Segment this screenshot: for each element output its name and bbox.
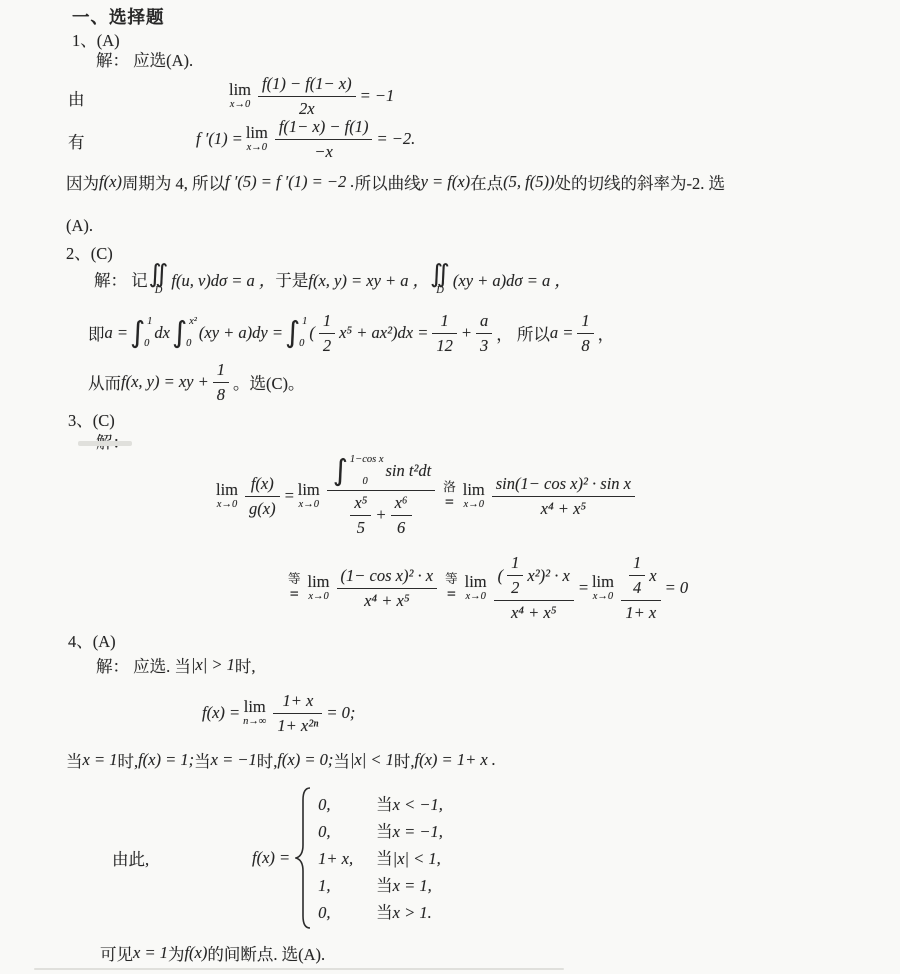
q4-piecewise (252, 786, 443, 930)
lhopital-character: 洛 (443, 480, 456, 495)
limit-operator (464, 571, 487, 603)
limit-word: lim (216, 479, 239, 499)
q4-final-math: x = 1 (133, 943, 168, 962)
limit-word: lim (464, 571, 487, 591)
q2-line2-math: x⁵ + ax²)dx = (339, 323, 429, 342)
q4-solve-math: |x| > 1 (190, 655, 235, 674)
fraction (432, 311, 457, 356)
upper-bound: x² (189, 315, 197, 327)
double-integral (149, 261, 169, 297)
piece-condition-text: 当 (376, 875, 393, 895)
q4-conclusion (100, 941, 325, 965)
limit-operator (307, 571, 330, 603)
plus-sign: + (460, 323, 473, 342)
upper-bound: 1 (147, 315, 153, 327)
integral (130, 314, 153, 350)
q4-solve-text: 时, (234, 657, 256, 676)
fraction (319, 311, 335, 356)
fraction (577, 311, 593, 356)
q2-line-2 (88, 308, 614, 358)
piece-condition-text: 当 (376, 794, 393, 814)
limit-operator (591, 571, 614, 603)
lower-bound: 0 (362, 476, 368, 488)
lhopital-equals (443, 481, 456, 511)
piece-value: 0, (318, 821, 331, 841)
piecewise-row (318, 899, 443, 926)
limit-operator (245, 122, 268, 154)
piecewise-rows (318, 791, 443, 926)
q4-cases-math: f(x) = 0; (277, 750, 334, 769)
big-fraction (327, 452, 435, 538)
q1-formula-2 (196, 115, 415, 163)
numerator: (1− cos x)² · x (337, 566, 438, 589)
q3-label: 3、(C) (68, 411, 115, 430)
piece-condition-math: x = −1, (392, 821, 443, 841)
integrand: sin t²dt (385, 461, 432, 481)
q4-final-text: 为 (167, 945, 185, 964)
piecewise-row (318, 872, 443, 899)
q1-paragraph-text: 所以曲线 (354, 174, 421, 193)
fraction (492, 474, 635, 519)
equals-sign: = (283, 486, 295, 505)
denominator: 8 (216, 384, 226, 404)
formula-lhs: f ′(1) = (196, 129, 243, 148)
fraction (245, 474, 280, 519)
q2-line1-math: f(x, y) = xy + a ， (308, 271, 430, 290)
variable-x: x (649, 565, 657, 585)
integral-bounds (145, 317, 152, 350)
q2-label: 2、(C) (66, 244, 113, 263)
upper-bound: 1 (302, 315, 308, 327)
limit-subscript: x→0 (246, 142, 268, 153)
integral-symbol: ∫ (171, 314, 188, 349)
limit-word: lim (591, 571, 614, 591)
piece-value: 0, (318, 794, 331, 814)
piece-condition-text: 当 (376, 902, 393, 922)
integral-symbol: ∫ (332, 452, 348, 487)
equivalent-equals (288, 573, 301, 603)
q1-label: 1、(A) (72, 31, 120, 50)
denominator: 3 (480, 335, 489, 355)
section-heading: 一、选择题 (72, 7, 165, 27)
q2-line-3 (88, 358, 305, 406)
q4-cases-text: 时, (256, 752, 278, 771)
denominator: 5 (356, 517, 366, 537)
equivalent-equals (445, 573, 458, 603)
fraction (621, 553, 661, 622)
fraction (337, 566, 438, 611)
q3-formula-1 (213, 446, 639, 546)
fraction (494, 553, 574, 622)
limit-word: lim (297, 479, 320, 499)
open-paren: ( (497, 565, 504, 585)
q2-line-1 (94, 256, 571, 302)
q4-solve-text: 解： 应选. 当 (96, 657, 191, 676)
q2-line1-math: f(u, v)dσ = a ， (171, 271, 276, 290)
q2-line3-text: 。选(C)。 (233, 374, 305, 393)
equals-sign: = (446, 585, 456, 603)
equals-sign: = (444, 493, 455, 511)
limit-word: lim (307, 571, 330, 591)
piece-value: 0, (318, 902, 331, 922)
numerator: 1 (319, 311, 335, 334)
denominator: 6 (396, 517, 406, 537)
q2-line2-math: a = (549, 323, 574, 342)
numerator (327, 452, 435, 491)
q2-line2-text: ， (597, 325, 615, 344)
denominator: x⁴ + x⁵ (540, 498, 587, 518)
q4-cases-math: |x| < 1 (349, 750, 394, 769)
numerator: x⁶ (391, 493, 412, 516)
q2-line2-text: ， 所以 (496, 325, 550, 344)
upper-bound: 1−cos x (349, 453, 384, 465)
piece-value: 1, (318, 875, 331, 895)
integral-bounds (187, 317, 197, 350)
fraction (350, 493, 371, 538)
piecewise-row (318, 818, 443, 845)
q3-formula-2 (284, 548, 688, 628)
integral-bounds (300, 317, 307, 350)
page-edge-line (34, 968, 564, 970)
numerator: f(1− x) − f(1) (275, 117, 373, 140)
q1-lead-you: 由 (68, 90, 85, 109)
q2-line2-math: (xy + a)dy = (198, 323, 283, 342)
fraction (273, 691, 322, 736)
q1-paragraph-math: f(x) (99, 172, 122, 191)
lower-bound: 0 (144, 338, 150, 349)
q1-paragraph-math: (5, f(5)) (503, 172, 555, 191)
fraction (258, 74, 356, 119)
integral (171, 314, 197, 350)
q1-solution-intro: 解： 应选(A). (96, 51, 194, 70)
q2-line2-text: 即 (88, 325, 105, 344)
numerator: x⁵ (350, 493, 371, 516)
q2-line1-text: 解： 记 (94, 271, 148, 290)
fraction (391, 493, 412, 538)
q4-cases-text: 当 (66, 752, 83, 771)
limit-subscript: x→0 (216, 499, 238, 510)
limit-operator (297, 479, 320, 511)
denominator: 2 (511, 578, 520, 598)
q4-label: 4、(A) (68, 632, 116, 651)
limit-word: lim (462, 479, 485, 499)
piecewise-row (318, 791, 443, 818)
numerator (621, 553, 661, 601)
formula-rhs: = 0 (664, 578, 689, 597)
double-integral-symbol: ∬ (430, 259, 450, 289)
q1-paragraph-math: y = f(x) (420, 172, 471, 191)
q4-final-text: 的间断点. 选(A). (207, 945, 326, 964)
integral-domain: D (154, 285, 163, 297)
q4-cases-math: f(x) = 1+ x . (414, 750, 496, 769)
numerator: 1 (213, 360, 229, 383)
fraction (507, 553, 523, 598)
limit-subscript: x→0 (298, 499, 319, 510)
q2-line2-math: dx (154, 323, 170, 342)
integral-bounds (348, 455, 384, 488)
denominator: 4 (632, 578, 642, 598)
q4-cases-text: 时, (393, 752, 415, 771)
equivalent-character: 等 (288, 572, 301, 587)
q4-cases-math: f(x) = 1; (138, 750, 195, 769)
denominator: g(x) (249, 498, 276, 518)
q4-cases-math: x = −1 (210, 750, 257, 769)
double-integral (430, 261, 450, 297)
q4-solution-intro (96, 653, 256, 677)
numerator (494, 553, 574, 601)
scan-smudge (78, 441, 132, 446)
q2-line3-text: 从而 (88, 374, 121, 393)
piece-condition-math: |x| < 1, (392, 848, 441, 868)
denominator: x⁴ + x⁵ (510, 602, 557, 622)
lower-bound: 0 (299, 338, 305, 349)
q1-paragraph-text: 周期为 4, 所以 (121, 174, 226, 193)
q4-cases-math: x = 1 (82, 750, 118, 769)
denominator: 2 (322, 335, 332, 355)
q1-formula-1 (226, 72, 394, 120)
limit-operator (216, 479, 239, 511)
limit-subscript: x→0 (465, 591, 486, 602)
integral-symbol: ∫ (130, 314, 146, 349)
q2-line3-math: f(x, y) = xy + (121, 372, 209, 391)
fraction (629, 553, 645, 598)
q2-line1-math: (xy + a)dσ = a ， (452, 271, 571, 290)
integral-domain: D (436, 285, 444, 297)
numerator: 1 (507, 553, 523, 576)
integral (332, 452, 384, 488)
piece-condition-text: 当 (376, 821, 393, 841)
equals-sign: = (289, 585, 299, 603)
numerator: 1 (432, 311, 457, 334)
q4-final-text: 可见 (100, 945, 133, 964)
piece-condition-math: x = 1, (392, 875, 432, 895)
q4-therefore: 由此, (112, 850, 150, 869)
limit-operator (229, 79, 252, 111)
formula-rhs: = 0; (326, 703, 356, 722)
piecewise-lhs: f(x) = (252, 848, 291, 867)
fraction (213, 360, 229, 405)
denominator: 8 (581, 335, 590, 355)
formula-rhs: = −2. (376, 129, 416, 148)
numerator: 1+ x (273, 691, 322, 714)
q1-lead-have: 有 (68, 133, 85, 152)
limit-subscript: x→0 (308, 591, 329, 602)
integral (284, 314, 308, 350)
fraction (476, 311, 492, 356)
numerator: sin(1− cos x)² · sin x (492, 474, 635, 497)
q4-formula-1 (202, 686, 355, 740)
piece-value: 1+ x, (318, 848, 354, 868)
limit-subscript: x→0 (592, 591, 614, 602)
q1-paragraph-text: 处的切线的斜率为-2. 选 (554, 174, 725, 193)
denominator: 1+ x (625, 602, 657, 622)
formula-rhs: = −1 (359, 86, 395, 105)
denominator: x⁴ + x⁵ (364, 590, 410, 610)
q4-final-math: f(x) (184, 943, 208, 962)
q4-cases-text: 当 (194, 752, 211, 771)
denominator (327, 491, 435, 538)
numerator: 1 (629, 553, 645, 576)
fraction (275, 117, 373, 162)
q4-cases-text: 当 (333, 752, 350, 771)
limit-subscript: n→∞ (243, 716, 267, 727)
numerator: 1 (577, 311, 593, 334)
piecewise-row (318, 845, 443, 872)
piece-condition-math: x > 1. (392, 902, 432, 922)
denominator: −x (314, 141, 333, 161)
q4-cases-text: 时, (117, 752, 139, 771)
piece-condition-text: 当 (376, 848, 393, 868)
equals-sign: = (577, 578, 589, 597)
q2-line2-math: a = (104, 323, 129, 342)
q1-paragraph-text: 因为 (66, 174, 99, 193)
limit-operator (243, 696, 267, 728)
q4-cases-line (66, 748, 496, 772)
limit-word: lim (245, 122, 268, 142)
numerator: a (476, 311, 492, 334)
piece-condition-math: x < −1, (392, 794, 443, 814)
limit-subscript: x→0 (229, 99, 251, 110)
formula-lhs: f(x) = (202, 703, 241, 722)
left-brace-glyph (295, 787, 311, 929)
limit-operator (462, 479, 485, 511)
plus-sign: + (375, 505, 387, 525)
denominator: 1+ x²ⁿ (277, 715, 319, 735)
q2-line2-math: ( (309, 323, 315, 342)
numerator: f(1) − f(1− x) (258, 74, 356, 97)
lower-bound: 0 (186, 338, 192, 349)
limit-subscript: x→0 (463, 499, 484, 510)
numerator: f(x) (245, 474, 280, 497)
denominator: 2x (299, 98, 315, 118)
q1-paragraph (66, 170, 725, 194)
limit-word: lim (229, 79, 252, 99)
q1-paragraph-text: 在点 (470, 174, 504, 193)
q3-f2-math: x²)² · x (527, 565, 570, 585)
integral-symbol: ∫ (284, 314, 301, 349)
equivalent-character: 等 (445, 572, 458, 587)
q2-line1-text: 于是 (275, 271, 309, 290)
q1-paragraph-math: f ′(5) = f ′(1) = −2 . (225, 172, 355, 191)
q1-answer: (A). (66, 216, 94, 235)
denominator: 12 (436, 335, 453, 355)
limit-word: lim (243, 696, 266, 716)
double-integral-symbol: ∬ (148, 259, 169, 289)
